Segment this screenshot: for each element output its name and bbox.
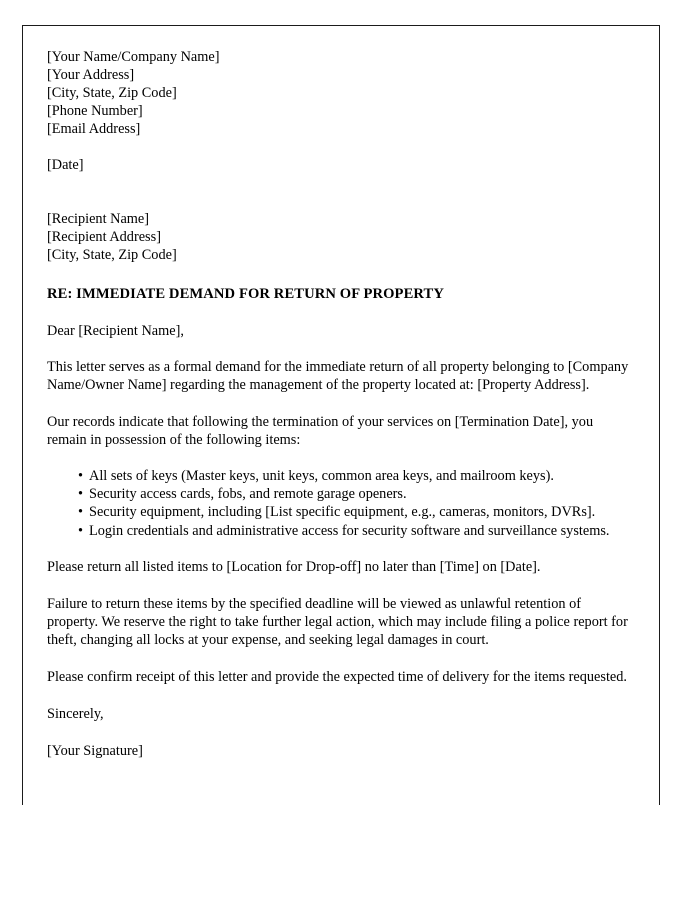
recipient-address-block	[47, 210, 633, 264]
paragraph-legal-warning: Failure to return these items by the specified deadline will be viewed as unlawful retention of property. We reserve the right to take further legal action, which may include filing a police report for theft, changing all locks at your expense, and seeking legal damages in court.	[47, 595, 628, 649]
list-item	[47, 503, 633, 521]
sender-city-line: [City, State, Zip Code]	[47, 85, 177, 101]
letter-body	[47, 48, 633, 760]
bullet-icon: •	[78, 504, 84, 521]
list-item	[47, 522, 633, 540]
document-page	[22, 25, 660, 805]
spacer-after-date	[47, 174, 633, 192]
list-item-text: Security access cards, fobs, and remote garage openers.	[89, 486, 407, 503]
sender-name-line: [Your Name/Company Name]	[47, 49, 220, 65]
list-item-text: Security equipment, including [List specific equipment, e.g., cameras, monitors, DVRs].	[89, 504, 596, 521]
paragraph-records-statement: Our records indicate that following the termination of your services on [Termination Date], you remain in possession of the following items:	[47, 413, 594, 449]
recipient-name-line: [Recipient Name]	[47, 211, 150, 227]
bullet-icon: •	[78, 522, 84, 539]
recipient-city-line: [City, State, Zip Code]	[47, 247, 177, 263]
closing-line: Sincerely,	[47, 706, 104, 723]
items-list	[47, 467, 633, 541]
paragraph-demand-statement: This letter serves as a formal demand for the immediate return of all property belonging to [Company Name/Owner Name] regarding the management of the property located at: [Property Address].	[47, 359, 629, 394]
sender-phone-line: [Phone Number]	[47, 103, 143, 119]
paragraph-confirm-receipt: Please confirm receipt of this letter and provide the expected time of delivery for the items requested.	[47, 668, 628, 685]
date-line: [Date]	[47, 157, 84, 173]
paragraph-return-instructions: Please return all listed items to [Location for Drop-off] no later than [Time] on [Date].	[47, 559, 541, 576]
subject-line: RE: IMMEDIATE DEMAND FOR RETURN OF PROPERTY	[47, 286, 444, 302]
list-item-text: Login credentials and administrative access for security software and surveillance systems.	[89, 522, 610, 539]
list-item-text: All sets of keys (Master keys, unit keys, common area keys, and mailroom keys).	[89, 467, 554, 484]
spacer-after-sender	[47, 138, 633, 156]
list-item	[47, 467, 633, 485]
sender-address-block	[47, 48, 633, 138]
signature-line: [Your Signature]	[47, 743, 143, 760]
recipient-street-line: [Recipient Address]	[47, 229, 161, 245]
bullet-icon: •	[78, 467, 84, 484]
list-item	[47, 485, 633, 503]
salutation-line: Dear [Recipient Name],	[47, 323, 184, 339]
sender-street-line: [Your Address]	[47, 67, 135, 83]
bullet-icon: •	[78, 486, 84, 503]
sender-email-line: [Email Address]	[47, 121, 141, 137]
spacer-before-recipient	[47, 192, 633, 210]
